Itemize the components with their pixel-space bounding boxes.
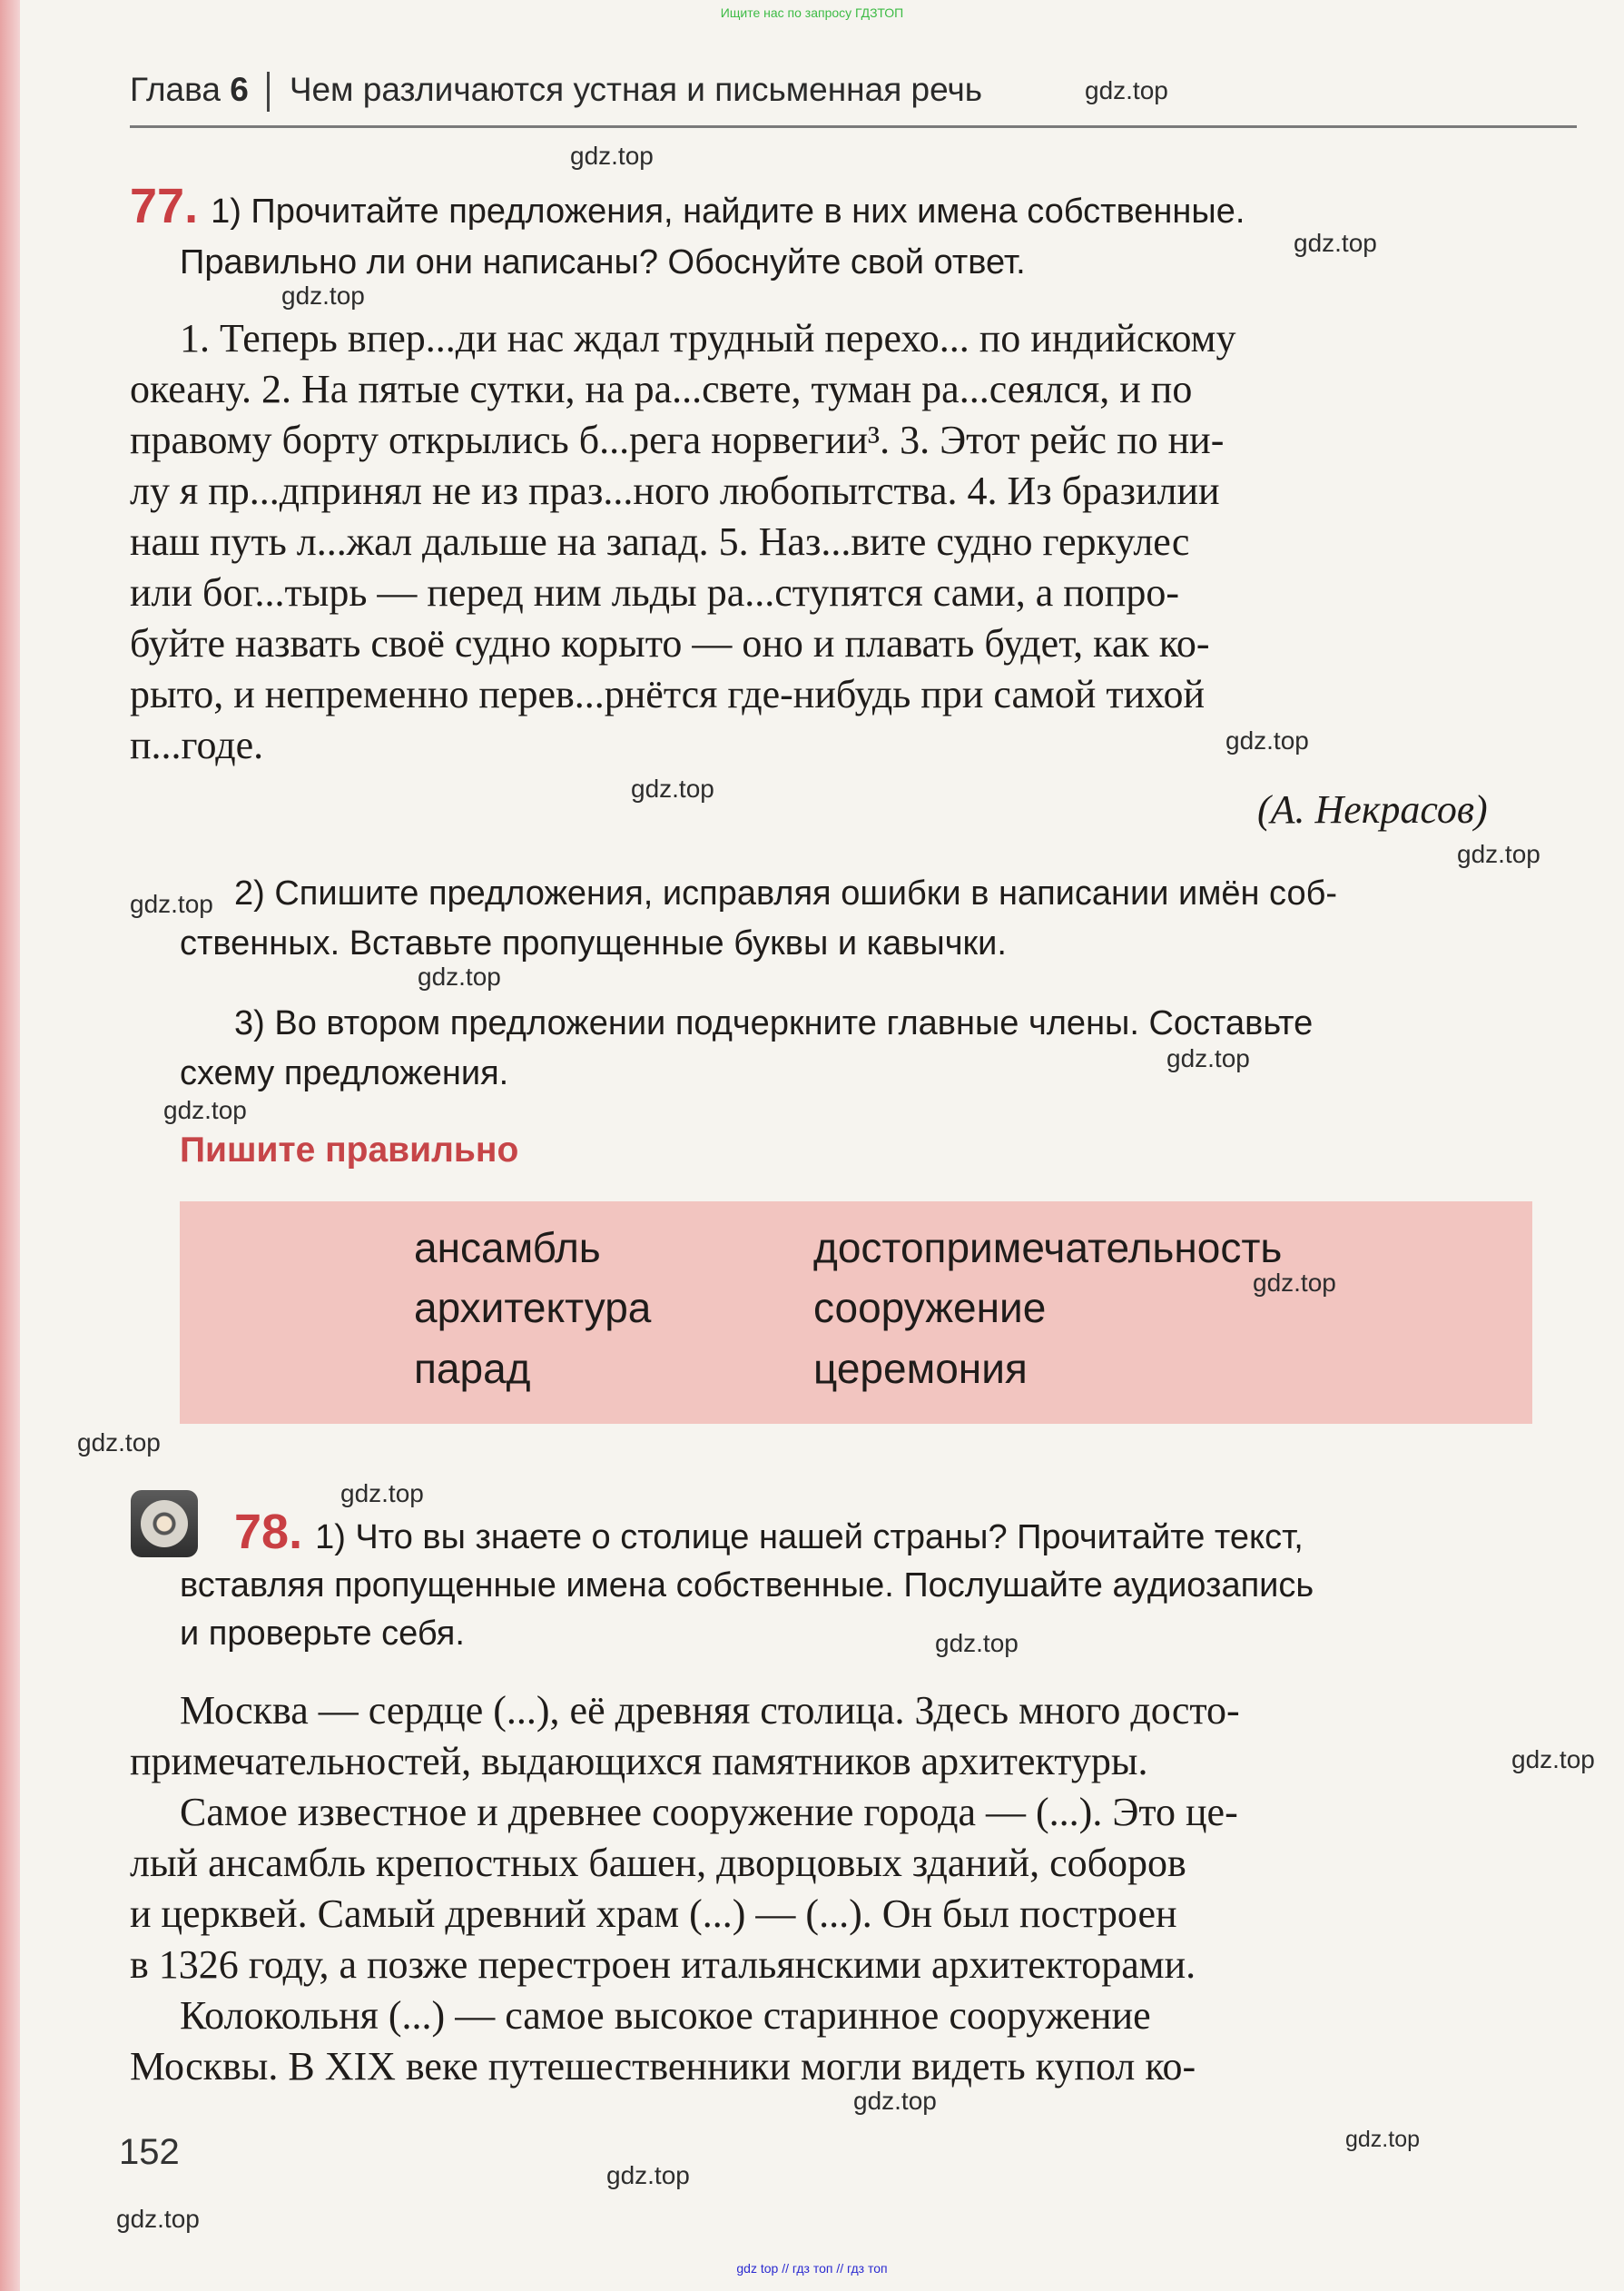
watermark-text: gdz.top bbox=[606, 2161, 690, 2189]
watermark-text: gdz.top bbox=[116, 2205, 200, 2233]
rule-box bbox=[180, 1201, 1532, 1424]
top-note: Ищите нас по запросу ГДЗТОП bbox=[720, 5, 904, 20]
watermark-text: gdz.top bbox=[853, 2087, 937, 2115]
ex77-task3-line-1: 3) Во втором предложении подчеркните главные члены. Составьте bbox=[234, 1004, 1314, 1042]
rule-word: достопримечательность bbox=[813, 1224, 1283, 1271]
watermark-text: gdz.top bbox=[631, 775, 714, 803]
ex78-text-line-3: лый ансамбль крепостных башен, дворцовых зданий, соборов bbox=[130, 1841, 1186, 1885]
rule-word: церемония bbox=[813, 1345, 1028, 1392]
audio-disc-icon[interactable] bbox=[131, 1490, 198, 1557]
watermark-text: gdz.top bbox=[1345, 2127, 1421, 2152]
watermark-text: gdz.top bbox=[418, 963, 501, 991]
ex78-text-line-5: в 1326 году, а позже перестроен итальянскими архитекторами. bbox=[130, 1942, 1196, 1987]
watermark-text: gdz.top bbox=[163, 1096, 247, 1124]
watermark-text: gdz.top bbox=[935, 1629, 1019, 1657]
ex78-number: 78. bbox=[234, 1505, 303, 1559]
chapter-label: Глава bbox=[130, 71, 221, 108]
ex78-text-line-7: Москвы. В XIX веке путешественники могли видеть купол ко- bbox=[130, 2044, 1196, 2089]
page-edge-band bbox=[0, 0, 20, 2291]
ex77-intro-line-1: 77. 1) Прочитайте предложения, найдите в них имена собственные. bbox=[130, 179, 1245, 233]
watermark-text: gdz.top bbox=[1457, 840, 1540, 868]
header-rule bbox=[130, 125, 1577, 128]
ex78-intro-line-3: и проверьте себя. bbox=[180, 1615, 465, 1653]
ex77-task2-line-2: ственных. Вставьте пропущенные буквы и кавычки. bbox=[180, 924, 1007, 963]
watermark-text: gdz.top bbox=[1085, 76, 1168, 104]
ex77-number: 77. bbox=[130, 179, 199, 233]
page-number: 152 bbox=[119, 2132, 180, 2172]
header-divider bbox=[267, 72, 270, 112]
watermark-text: gdz.top bbox=[1225, 726, 1309, 755]
ex77-text-line-0: 1. Теперь впер...ди нас ждал трудный перехо... по индийскому bbox=[180, 316, 1236, 360]
watermark-text: gdz.top bbox=[1166, 1044, 1250, 1072]
ex78-text-line-6: Колокольня (...) — самое высокое старинное сооружение bbox=[180, 1993, 1151, 2038]
chapter-number: 6 bbox=[230, 71, 249, 108]
ex77-text-line-7: рыто, и непременно перев...рнётся где-нибудь при самой тихой bbox=[130, 672, 1206, 716]
ex77-author: (А. Некрасов) bbox=[1257, 787, 1488, 832]
rule-word: сооружение bbox=[813, 1284, 1047, 1331]
watermark-text: gdz.top bbox=[1253, 1269, 1336, 1297]
rule-title: Пишите правильно bbox=[180, 1131, 519, 1170]
chapter-header bbox=[130, 71, 982, 112]
ex77-task2-line-1: 2) Спишите предложения, исправляя ошибки в написании имён соб- bbox=[234, 874, 1338, 913]
ex77-task3-line-2: схему предложения. bbox=[180, 1054, 509, 1092]
ex78-intro-line-2: вставляя пропущенные имена собственные. Послушайте аудиозапись bbox=[180, 1566, 1314, 1605]
ex77-text-line-2: правому борту открылись б...рега норвегии³. 3. Этот рейс по ни- bbox=[130, 418, 1225, 462]
footer-links: gdz top // гдз топ // гдз топ bbox=[736, 2261, 888, 2276]
ex77-text-line-3: лу я пр...дпринял не из праз...ного любопытства. 4. Из бразилии bbox=[130, 469, 1220, 513]
ex77-intro-line-2: Правильно ли они написаны? Обоснуйте свой ответ. bbox=[180, 243, 1026, 281]
rule-word: ансамбль bbox=[414, 1224, 601, 1271]
ex78-text-line-0: Москва — сердце (...), её древняя столица. Здесь много досто- bbox=[180, 1688, 1240, 1733]
ex78-text-line-2: Самое известное и древнее сооружение города — (...). Это це- bbox=[180, 1790, 1238, 1834]
ex77-text-line-8: п...годе. bbox=[130, 723, 264, 767]
ex77-text-line-4: наш путь л...жал дальше на запад. 5. Наз...вите судно геркулес bbox=[130, 519, 1190, 564]
watermark-text: gdz.top bbox=[340, 1479, 424, 1507]
watermark-text: gdz.top bbox=[1511, 1745, 1595, 1773]
ex77-text-line-6: буйте назвать своё судно корыто — оно и плавать будет, как ко- bbox=[130, 621, 1210, 666]
rule-word: архитектура bbox=[414, 1284, 652, 1331]
watermark-text: gdz.top bbox=[570, 142, 654, 170]
ex78-text-line-1: примечательностей, выдающихся памятников архитектуры. bbox=[130, 1739, 1148, 1783]
ex77-text-line-5: или бог...тырь — перед ним льды ра...ступятся сами, а попро- bbox=[130, 570, 1179, 615]
ex78-text-line-4: и церквей. Самый древний храм (...) — (...). Он был построен bbox=[130, 1891, 1177, 1936]
watermark-text: gdz.top bbox=[281, 281, 365, 310]
chapter-title: Чем различаются устная и письменная речь bbox=[289, 71, 982, 108]
ex78-intro-line-1: 78. 1) Что вы знаете о столице нашей страны? Прочитайте текст, bbox=[234, 1505, 1304, 1559]
watermark-text: gdz.top bbox=[77, 1428, 161, 1457]
ex77-text-line-1: океану. 2. На пятые сутки, на ра...свете, туман ра...сеялся, и по bbox=[130, 367, 1193, 411]
watermark-text: gdz.top bbox=[130, 890, 213, 918]
watermark-text: gdz.top bbox=[1294, 229, 1377, 257]
rule-word: парад bbox=[414, 1345, 531, 1392]
